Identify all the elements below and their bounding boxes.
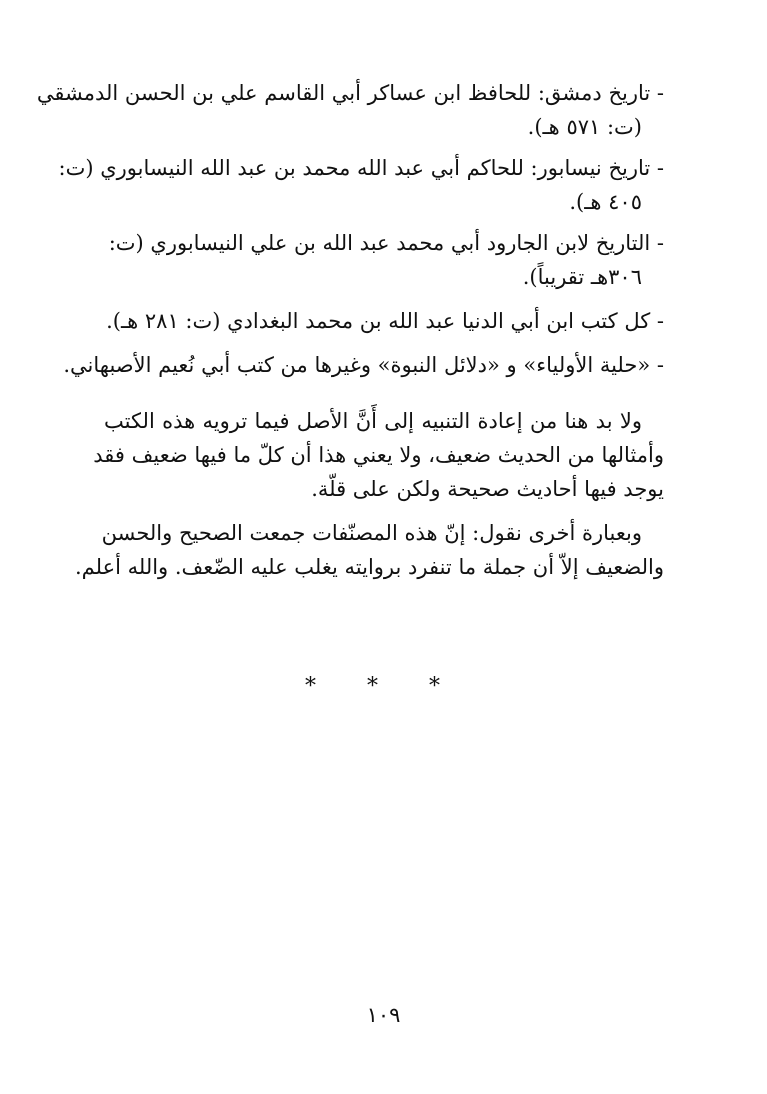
paragraph-line: وأمثالها من الحديث ضعيف، ولا يعني هذا أن كلّ ما فيها ضعيف فقد xyxy=(93,443,664,467)
entry-line: - التاريخ لابن الجارود أبي محمد عبد الله بن علي النيسابوري (ت: xyxy=(108,231,664,255)
entry-line: ٣٠٦هـ تقريباً). xyxy=(522,265,642,289)
paragraph-summary xyxy=(74,516,664,584)
paragraph-line: يوجد فيها أحاديث صحيحة ولكن على قلّة. xyxy=(311,477,664,501)
entry-tarikh-ibn-jarud xyxy=(104,226,664,294)
entry-ibn-abi-dunya xyxy=(106,304,664,338)
entry-line: - تاريخ نيسابور: للحاكم أبي عبد الله محمد بن عبد الله النيسابوري (ت: xyxy=(58,156,664,180)
page-number: ١٠٩ xyxy=(366,1003,401,1027)
paragraph-warning xyxy=(93,404,664,506)
entry-line: (ت: ٥٧١ هـ). xyxy=(527,115,642,139)
entry-hilyat-awliya xyxy=(63,348,664,382)
entry-line: ٤٠٥ هـ). xyxy=(569,190,642,214)
entry-line: - كل كتب ابن أبي الدنيا عبد الله بن محمد البغدادي (ت: ٢٨١ هـ). xyxy=(106,309,664,333)
entry-tarikh-dimashq xyxy=(36,76,664,144)
paragraph-line: وبعبارة أخرى نقول: إنّ هذه المصنّفات جمعت الصحيح والحسن xyxy=(101,521,642,545)
entry-line: - «حلية الأولياء» و «دلائل النبوة» وغيرها من كتب أبي نُعيم الأصبهاني. xyxy=(63,353,664,377)
entry-tarikh-naysabur xyxy=(58,151,664,219)
section-separator: * * * xyxy=(305,674,462,699)
paragraph-line: ولا بد هنا من إعادة التنبيه إلى أَنَّ الأصل فيما ترويه هذه الكتب xyxy=(104,409,642,433)
paragraph-line: والضعيف إلاّ أن جملة ما تنفرد بروايته يغلب عليه الضّعف. والله أعلم. xyxy=(74,555,664,579)
entry-line: - تاريخ دمشق: للحافظ ابن عساكر أبي القاسم علي بن الحسن الدمشقي xyxy=(36,81,664,105)
